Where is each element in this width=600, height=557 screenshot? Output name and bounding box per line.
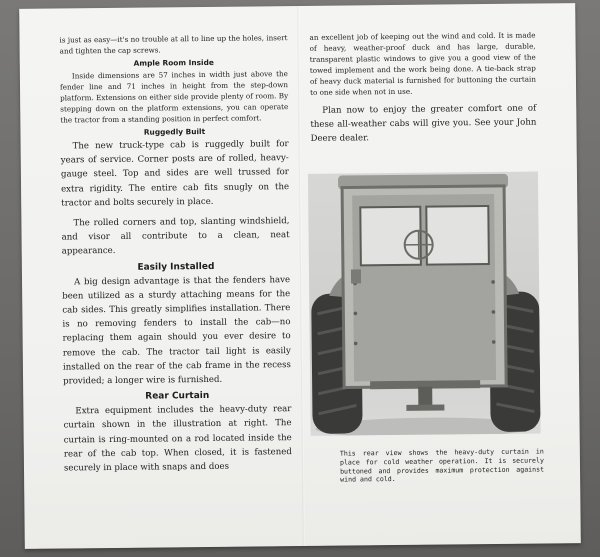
heading-rear-curtain: Rear Curtain [145, 391, 210, 402]
brochure-page [19, 3, 581, 549]
heading-ample-room: Ample Room Inside [133, 57, 214, 68]
ample-room-paragraph: Inside dimensions are 57 inches in width just above the fender line and 71 inches in height from the step-down platform. Extensions on either side provide plenty of room. By stepping down on the platform extensions, you can operate the tractor from a standing position in perfect comfort. [59, 69, 289, 125]
heading-easily-installed: Easily Installed [137, 261, 215, 273]
curtain-window-right [426, 206, 489, 265]
tractor-rear-view-illustration [308, 172, 541, 436]
dealer-paragraph: Plan now to enjoy the greater comfort one of these all-weather cabs will give you. See your John Deere dealer. [310, 103, 537, 145]
ruggedly-built-paragraph-2: The rolled corners and top, slanting windshield, and visor all contribute to a clean, neat appearance. [61, 216, 290, 257]
tractor-cab-photo [308, 172, 541, 436]
ruggedly-built-paragraph-1: The new truck-type cab is ruggedly built for years of service. Corner posts are of rolled, heavy-gauge steel. Top and sides are well trussed for extra rigidity. The entire cab fits snugly on the tractor and bolts securely in place. [60, 139, 290, 209]
heading-ruggedly-built: Ruggedly Built [143, 126, 206, 137]
page-fold [297, 6, 305, 546]
intro-paragraph: is just as easy—it's no trouble at all to line up the holes, insert and tighten the cap screws. [59, 33, 288, 56]
continued-paragraph: an excellent job of keeping out the wind and cold. It is made of heavy, weather-proof duck and has large, durable, transparent plastic windows to give you a good view of the towed implement and the work being done. A tie-back strap of heavy duck material is furnished for buttoning the curtain to one side when not in use. [309, 30, 536, 97]
right-column [309, 30, 536, 147]
photo-caption: This rear view shows the heavy-duty curtain in place for cold weather operation. It is securely buttoned and provides maximum protection against wind and cold. [339, 447, 545, 484]
left-column [59, 32, 292, 476]
rear-curtain-paragraph: Extra equipment includes the heavy-duty rear curtain shown in the illustration at right. The curtain is ring-mounted on a rod located inside the rear of the cab top. When closed, it is fastened securely in place with snaps and does [63, 404, 292, 474]
easily-installed-paragraph: A big design advantage is that the fenders have been utilized as a sturdy attaching means for the cab sides. This greatly simplifies installation. There is no removing fenders to install the cab—no replacing them again should you ever desire to remove the cab. The tractor tail light is easily installed on the rear of the cab frame in the recess provided; a longer wire is furnished. [62, 274, 291, 387]
